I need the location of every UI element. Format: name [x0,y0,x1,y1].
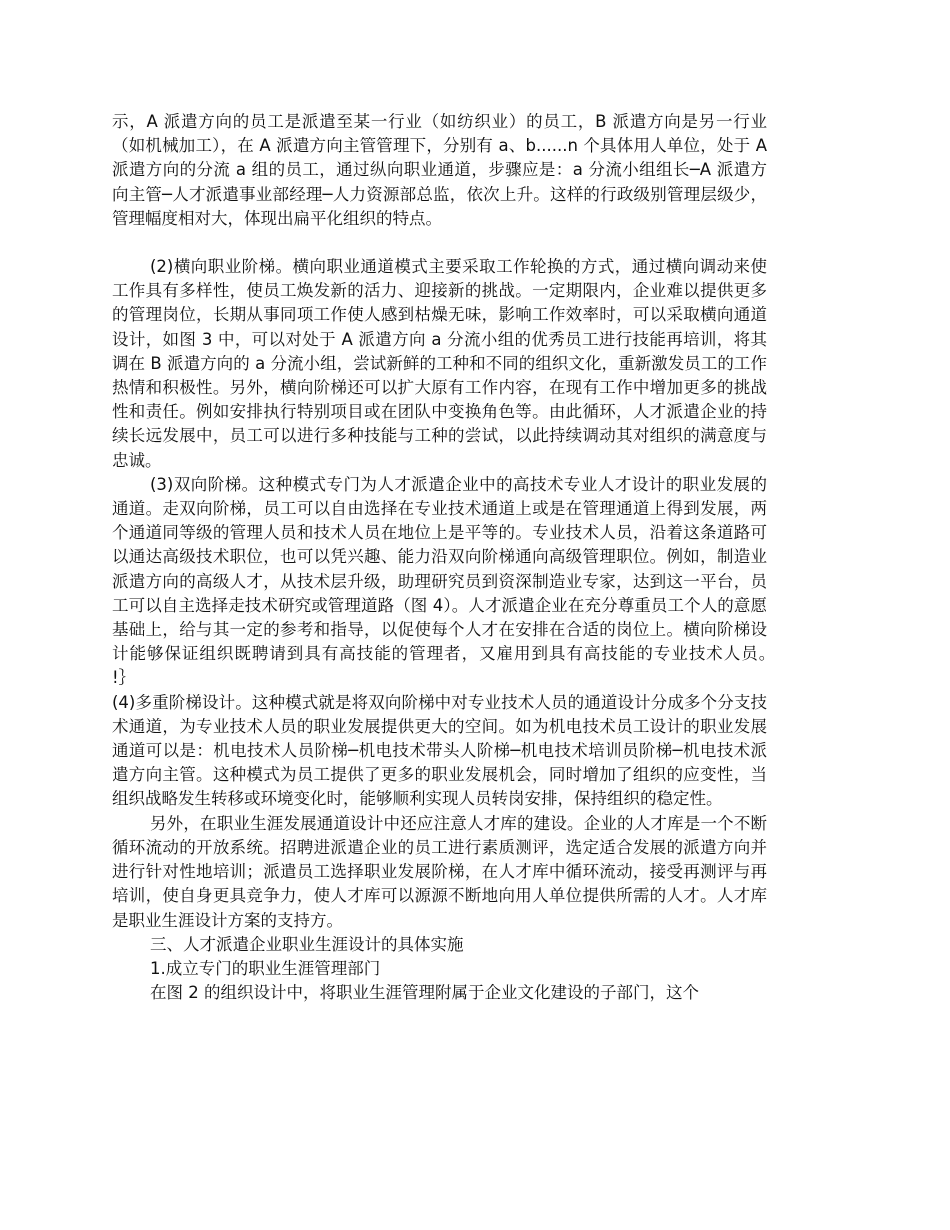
section-heading: 三、人才派遣企业职业生涯设计的具体实施 [150,934,464,954]
paragraph-multiple-ladder: (4)多重阶梯设计。这种模式就是将双向阶梯中对专业技术人员的通道设计分成多个分支技术通道，为专业技术人员的职业发展提供更大的空间。如为机电技术员工设计的职业发展通道可以是：机电技术人员阶梯─机电技术带头人阶梯─机电技术培训员阶梯─机电技术派遣方向主管。这种模式为员工提供了更多的职业发展机会，同时增加了组织的应变性，当组织战略发生转移或环境变化时，能够顺利实现人员转岗安排，保持组织的稳定性。 [112,692,767,809]
subheading: 1.成立专门的职业生涯管理部门 [150,958,381,978]
document-page [112,110,789,1005]
paragraph-final: 在图 2 的组织设计中，将职业生涯管理附属于企业文化建设的子部门，这个 [150,983,699,1003]
paragraph-vertical-ladder: 示，A 派遣方向的员工是派遣至某一行业（如纺织业）的员工，B 派遣方向是另一行业（如机械加工），在 A 派遣方向主管管理下，分别有 a、b......n 个具体用人单位，处于 A 派遣方向的分流 a 组的员工，通过纵向职业通道，步骤应是：a 分流小组组长─A 派遣方向主管─人才派遣事业部经理─人力资源部总监，依次上升。这样的行政级别管理层级少，管理幅度相对大，体现出扁平化组织的特点。 [112,112,767,228]
paragraph-talent-pool: 另外，在职业生涯发展通道设计中还应注意人才库的建设。企业的人才库是一个不断循环流动的开放系统。招聘进派遣企业的员工进行素质测评，选定适合发展的派遣方向并进行针对性地培训；派遣员工选择职业发展阶梯，在人才库中循环流动，接受再测评与再培训，使自身更具竞争力，使人才库可以源源不断地向用人单位提供所需的人才。人才库是职业生涯设计方案的支持方。 [112,813,767,930]
paragraph-dual-ladder: (3)双向阶梯。这种模式专门为人才派遣企业中的高技术专业人才设计的职业发展的通道。走双向阶梯，员工可以自由选择在专业技术通道上或是在管理通道上得到发展，两个通道同等级的管理人员和技术人员在地位上是平等的。专业技术人员，沿着这条道路可以通达高级技术职位，也可以凭兴趣、能力沿双向阶梯通向高级管理职位。例如，制造业派遣方向的高级人才，从技术层升级，助理研究员到资深制造业专家，达到这一平台，员工可以自主选择走技术研究或管理道路（图 4）。人才派遣企业在充分尊重员工个人的意愿基础上，给与其一定的参考和指导，以促使每个人才在安排在合适的岗位上。横向阶梯设计能够保证组织既聘请到具有高技能的管理者，又雇用到具有高技能的专业技术人员。 !｝ [112,474,789,688]
paragraph-horizontal-ladder: (2)横向职业阶梯。横向职业通道模式主要采取工作轮换的方式，通过横向调动来使工作具有多样性，使员工焕发新的活力、迎接新的挑战。一定期限内，企业难以提供更多的管理岗位，长期从事同项工作使人感到枯燥无味，影响工作效率时，可以采取横向通道设计，如图 3 中，可以对处于 A 派遣方向 a 分流小组的优秀员工进行技能再培训，将其调在 B 派遣方向的 a 分流小组，尝试新鲜的工种和不同的组织文化，重新激发员工的工作热情和积极性。另外，横向阶梯还可以扩大原有工作内容，在现有工作中增加更多的挑战性和责任。例如安排执行特别项目或在团队中变换角色等。由此循环，人才派遣企业的持续长远发展中，员工可以进行多种技能与工种的尝试，以此持续调动其对组织的满意度与忠诚。 [112,257,767,470]
